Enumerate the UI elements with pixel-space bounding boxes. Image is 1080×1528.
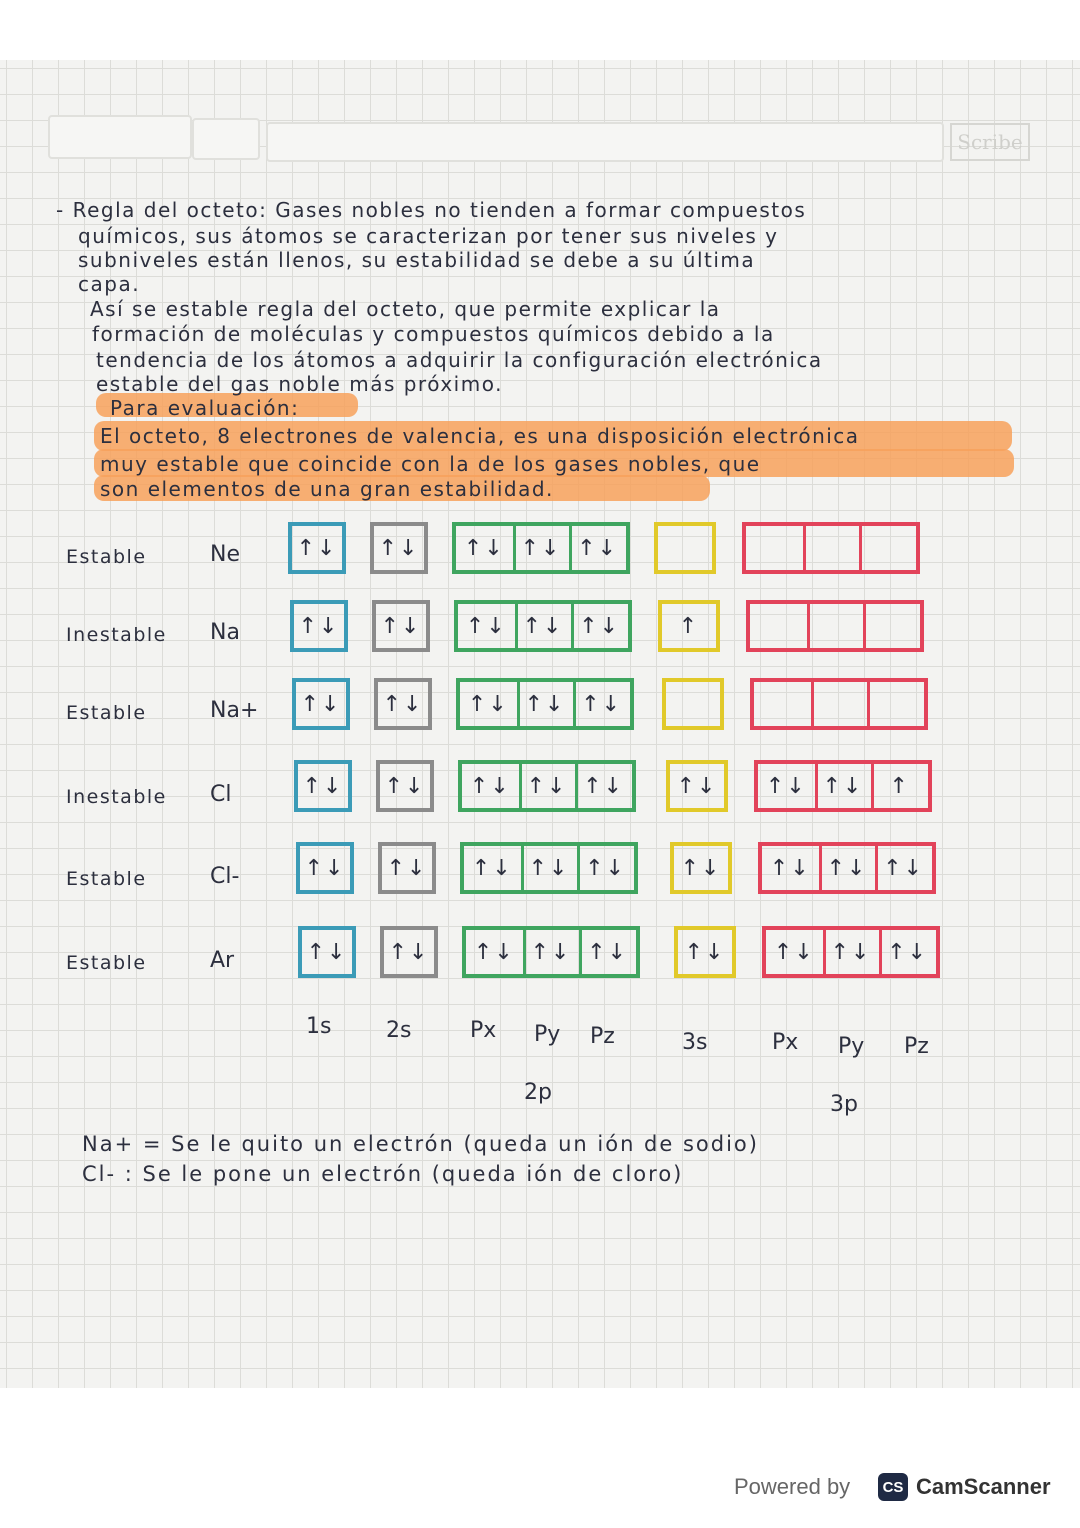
group-label-2p: 2p xyxy=(524,1080,552,1105)
orbital-3s xyxy=(654,522,716,574)
orbital-3s xyxy=(662,678,724,730)
orbital-1s xyxy=(288,522,346,574)
orbital-3p xyxy=(754,760,932,812)
col-label-2py: Py xyxy=(534,1022,561,1047)
electron-slot: ↑↓ xyxy=(526,773,568,799)
electron-slot: ↑↓ xyxy=(382,691,424,717)
orbital-divider xyxy=(569,526,572,570)
orbital-divider xyxy=(863,604,866,648)
electron-slot: ↑↓ xyxy=(583,773,625,799)
col-label-3px: Px xyxy=(772,1030,799,1055)
camscanner-brand: CamScanner xyxy=(916,1474,1051,1499)
note-line-5: Así se estable regla del octeto, que permite explicar la xyxy=(90,297,721,321)
electron-slot: ↑ xyxy=(678,613,700,639)
electron-slot: ↑↓ xyxy=(587,939,629,965)
note-line-8: estable del gas noble más próximo. xyxy=(96,372,503,396)
electron-slot: ↑↓ xyxy=(822,773,864,799)
electron-slot: ↑↓ xyxy=(585,855,627,881)
orbital-3p xyxy=(758,842,936,894)
electron-slot: ↑↓ xyxy=(306,939,348,965)
orbital-divider xyxy=(523,930,526,974)
orbital-divider xyxy=(579,930,582,974)
orbital-2s xyxy=(370,522,428,574)
electron-slot: ↑↓ xyxy=(298,613,340,639)
orbital-2s xyxy=(372,600,430,652)
electron-slot: ↑↓ xyxy=(581,691,623,717)
electron-slot: ↑ xyxy=(889,773,910,799)
orbital-2p xyxy=(462,926,640,978)
electron-slot: ↑↓ xyxy=(380,613,422,639)
electron-slot: ↑↓ xyxy=(676,773,718,799)
orbital-2p xyxy=(452,522,630,574)
orbital-2p xyxy=(458,760,636,812)
row-status: Estable xyxy=(66,952,147,974)
electron-slot: ↑↓ xyxy=(769,855,811,881)
electron-slot: ↑↓ xyxy=(388,939,430,965)
header-box-mid xyxy=(192,118,260,160)
orbital-divider xyxy=(513,526,516,570)
note-line-7: tendencia de los átomos a adquirir la configuración electrónica xyxy=(96,348,823,372)
electron-slot: ↑↓ xyxy=(384,773,426,799)
orbital-3p xyxy=(746,600,924,652)
powered-by-text: Powered by xyxy=(734,1474,851,1499)
orbital-divider xyxy=(521,846,524,890)
electron-slot: ↑↓ xyxy=(680,855,722,881)
orbital-divider xyxy=(859,526,862,570)
orbital-1s xyxy=(294,760,352,812)
col-label-2px: Px xyxy=(470,1018,497,1043)
col-label-3s: 3s xyxy=(682,1030,708,1055)
electron-slot: ↑↓ xyxy=(684,939,726,965)
note-line-10: El octeto, 8 electrones de valencia, es una disposición electrónica xyxy=(100,424,860,448)
orbital-3p xyxy=(762,926,940,978)
group-label-3p: 3p xyxy=(830,1092,858,1117)
orbital-2s xyxy=(374,678,432,730)
electron-slot: ↑↓ xyxy=(520,535,562,561)
electron-slot: ↑↓ xyxy=(883,855,925,881)
row-status: Inestable xyxy=(66,624,167,646)
orbital-divider xyxy=(517,682,520,726)
scribe-label: Scribe xyxy=(950,123,1030,161)
electron-slot: ↑↓ xyxy=(522,613,564,639)
electron-slot: ↑↓ xyxy=(530,939,572,965)
note-line-6: formación de moléculas y compuestos químicos debido a la xyxy=(92,322,775,346)
orbital-3p xyxy=(742,522,920,574)
note-line-4: capa. xyxy=(78,272,141,296)
col-label-1s: 1s xyxy=(306,1014,332,1039)
electron-slot: ↑↓ xyxy=(528,855,570,881)
row-element: Ne xyxy=(210,542,240,567)
note-line-1: - Regla del octeto: Gases nobles no tienden a formar compuestos xyxy=(56,198,807,222)
note-line-2: químicos, sus átomos se caracterizan por tener sus niveles y xyxy=(78,224,779,248)
electron-slot: ↑↓ xyxy=(302,773,344,799)
orbital-divider xyxy=(575,764,578,808)
electron-slot: ↑↓ xyxy=(300,691,342,717)
orbital-divider xyxy=(803,526,806,570)
orbital-divider xyxy=(823,930,826,974)
orbital-2p xyxy=(460,842,638,894)
footnote-cl: Cl- : Se le pone un electrón (queda ión de cloro) xyxy=(82,1162,684,1186)
note-line-9: Para evaluación: xyxy=(110,396,300,420)
orbital-2s xyxy=(380,926,438,978)
orbital-3s xyxy=(658,600,720,652)
row-status: Estable xyxy=(66,546,147,568)
electron-slot: ↑↓ xyxy=(463,535,505,561)
header-box-wide xyxy=(266,122,944,162)
orbital-3s xyxy=(670,842,732,894)
col-label-3py: Py xyxy=(838,1034,865,1059)
electron-slot: ↑↓ xyxy=(524,691,566,717)
orbital-2p xyxy=(456,678,634,730)
electron-slot: ↑↓ xyxy=(469,773,511,799)
electron-slot: ↑↓ xyxy=(467,691,509,717)
orbital-divider xyxy=(811,682,814,726)
electron-slot: ↑↓ xyxy=(386,855,428,881)
orbital-2p xyxy=(454,600,632,652)
orbital-1s xyxy=(290,600,348,652)
orbital-divider xyxy=(819,846,822,890)
orbital-divider xyxy=(867,682,870,726)
orbital-divider xyxy=(573,682,576,726)
electron-slot: ↑↓ xyxy=(765,773,807,799)
electron-slot: ↑↓ xyxy=(473,939,515,965)
electron-slot: ↑↓ xyxy=(378,535,420,561)
orbital-3s xyxy=(674,926,736,978)
footnote-na: Na+ = Se le quito un electrón (queda un ión de sodio) xyxy=(82,1132,759,1156)
note-line-12: son elementos de una gran estabilidad. xyxy=(100,477,554,501)
row-status: Estable xyxy=(66,702,147,724)
camscanner-logo-icon: CS xyxy=(878,1473,908,1501)
row-element: Ar xyxy=(210,948,235,973)
orbital-1s xyxy=(298,926,356,978)
electron-slot: ↑↓ xyxy=(773,939,815,965)
orbital-3s xyxy=(666,760,728,812)
orbital-3p xyxy=(750,678,928,730)
electron-slot: ↑↓ xyxy=(577,535,619,561)
electron-slot: ↑↓ xyxy=(830,939,872,965)
electron-slot: ↑↓ xyxy=(465,613,507,639)
col-label-3pz: Pz xyxy=(904,1034,929,1059)
orbital-divider xyxy=(515,604,518,648)
orbital-divider xyxy=(577,846,580,890)
orbital-divider xyxy=(807,604,810,648)
electron-slot: ↑↓ xyxy=(826,855,868,881)
col-label-2pz: Pz xyxy=(590,1024,615,1049)
electron-slot: ↑↓ xyxy=(887,939,929,965)
orbital-divider xyxy=(871,764,874,808)
orbital-divider xyxy=(879,930,882,974)
row-element: Cl- xyxy=(210,864,240,889)
electron-slot: ↑↓ xyxy=(296,535,338,561)
row-status: Inestable xyxy=(66,786,167,808)
orbital-divider xyxy=(815,764,818,808)
note-line-11: muy estable que coincide con la de los gases nobles, que xyxy=(100,452,761,476)
orbital-1s xyxy=(296,842,354,894)
note-line-3: subniveles están llenos, su estabilidad se debe a su última xyxy=(78,248,756,272)
row-element: Na xyxy=(210,620,240,645)
row-element: Cl xyxy=(210,782,232,807)
orbital-2s xyxy=(378,842,436,894)
row-status: Estable xyxy=(66,868,147,890)
electron-slot: ↑↓ xyxy=(471,855,513,881)
orbital-divider xyxy=(571,604,574,648)
electron-slot: ↑↓ xyxy=(304,855,346,881)
orbital-divider xyxy=(519,764,522,808)
col-label-2s: 2s xyxy=(386,1018,412,1043)
row-element: Na+ xyxy=(210,698,259,723)
orbital-divider xyxy=(875,846,878,890)
orbital-2s xyxy=(376,760,434,812)
orbital-1s xyxy=(292,678,350,730)
header-box-left xyxy=(48,115,192,159)
electron-slot: ↑↓ xyxy=(579,613,621,639)
